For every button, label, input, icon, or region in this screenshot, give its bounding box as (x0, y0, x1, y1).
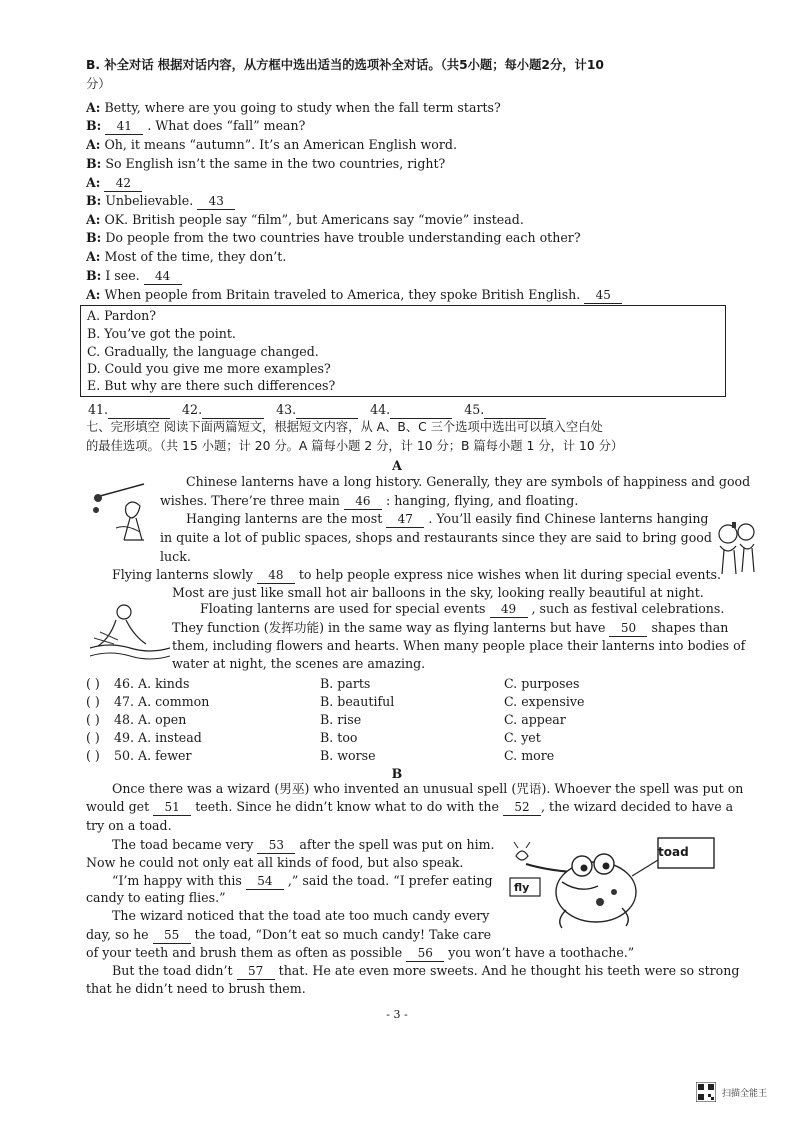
blank-54: 54 (246, 874, 284, 890)
line-text: The toad became very (112, 837, 254, 852)
dialogue-line (86, 100, 501, 115)
option-e: E. But why are there such differences? (87, 378, 336, 393)
option-b: B. You’ve got the point. (87, 326, 236, 341)
line-text: I see. (105, 268, 140, 283)
line-text: them, including flowers and hearts. When many people place their lanterns into bodies of (172, 638, 746, 653)
dialogue-line (86, 249, 286, 264)
dialogue-line (86, 137, 457, 152)
speaker: A: (86, 287, 101, 302)
answer-paren: ( ) (86, 748, 100, 763)
line-text: , the wizard decided to have a (541, 799, 734, 814)
question-option-c: C. more (504, 748, 555, 763)
option-c: C. Gradually, the language changed. (87, 344, 319, 359)
qr-code-icon (696, 1082, 716, 1102)
line-text: of your teeth and brush them as often as possible (86, 945, 403, 960)
question-option-c: C. appear (504, 712, 566, 727)
passage-b-line (112, 873, 493, 890)
line-text: that. He ate even more sweets. And he thought his teeth were so strong (278, 963, 740, 978)
passage-a-line (172, 638, 745, 653)
line-text: ,” said the toad. “I prefer eating (287, 873, 493, 888)
children-lantern-sketch-icon (706, 516, 766, 582)
blank-42: 42 (104, 176, 142, 192)
answer-42: 42. (182, 402, 203, 417)
answer-paren: ( ) (86, 694, 100, 709)
passage-a-line (160, 549, 191, 564)
speaker: B: (86, 268, 102, 283)
line-text: They function (发挥功能) in the same way as flying lanterns but have (172, 620, 606, 635)
line-text: . You’ll easily find Chinese lanterns hanging (428, 511, 709, 526)
line-text: the toad, “Don’t eat so much candy! Take care (194, 927, 492, 942)
passage-b-line (112, 963, 739, 980)
section-seven-heading-cont: 的最佳选项。（共 15 小题；计 20 分。A 篇每小题 2 分，计 10 分；B 篇每小题 1 分，计 10 分） (86, 439, 624, 453)
line-text: : hanging, flying, and floating. (385, 493, 579, 508)
blank-55: 55 (153, 928, 191, 944)
section-seven-heading: 七、完形填空 阅读下面两篇短文，根据短文内容，从 A、B、C 三个选项中选出可以填入空白处 (86, 420, 603, 434)
page-number: - 3 - (386, 1008, 408, 1021)
blank-52: 52 (503, 800, 541, 816)
line-text: When people from Britain traveled to America, they spoke British English. (104, 287, 581, 302)
line-text: Do people from the two countries have trouble understanding each other? (105, 230, 581, 245)
line-text: “I’m happy with this (112, 873, 242, 888)
question-option-c: C. expensive (504, 694, 585, 709)
lantern-girl-sketch-icon (86, 478, 156, 550)
line-text: . What does “fall” mean? (147, 118, 306, 133)
question-option-a: 46. A. kinds (114, 676, 190, 691)
passage-b-line (86, 799, 733, 816)
blank-51: 51 (153, 800, 191, 816)
blank-43: 43 (197, 194, 235, 210)
line-text: try on a toad. (86, 818, 172, 833)
line-text: shapes than (651, 620, 729, 635)
blank-47: 47 (386, 512, 424, 528)
section-b-heading: B. 补全对话 根据对话内容，从方框中选出适当的选项补全对话。（共5小题；每小题2分，计10 (86, 58, 604, 72)
speaker: B: (86, 193, 102, 208)
line-text: Now he could not only eat all kinds of food, but also speak. (86, 855, 464, 870)
passage-a-line (186, 474, 750, 489)
section-b-heading-cont: 分） (86, 77, 111, 91)
speaker: A: (86, 137, 101, 152)
blank-49: 49 (490, 602, 528, 618)
line-text: Oh, it means “autumn”. It’s an American English word. (104, 137, 457, 152)
passage-b-line (86, 818, 172, 833)
passage-a-line (160, 530, 712, 545)
line-text: day, so he (86, 927, 149, 942)
speaker: A: (86, 249, 101, 264)
passage-a-line (172, 620, 728, 637)
speaker: B: (86, 118, 102, 133)
blank-45: 45 (584, 288, 622, 304)
line-text: Hanging lanterns are the most (186, 511, 383, 526)
passage-a-line (160, 493, 578, 510)
answer-paren: ( ) (86, 676, 100, 691)
answer-45: 45. (464, 402, 485, 417)
speaker: A: (86, 212, 101, 227)
passage-b-line (86, 855, 463, 870)
passage-a-line (172, 585, 704, 600)
line-text: candy to eating flies.” (86, 890, 226, 905)
line-text: , such as festival celebrations. (531, 601, 725, 616)
answer-paren: ( ) (86, 712, 100, 727)
fly-label: fly (514, 881, 530, 894)
dialogue-line (86, 212, 524, 227)
line-text: The wizard noticed that the toad ate too much candy every (112, 908, 490, 923)
line-text: Once there was a wizard (男巫) who invented an unusual spell (咒语). Whoever the spell was put on (112, 781, 744, 796)
toad-fly-illustration-icon (496, 826, 724, 932)
passage-b-line (112, 781, 743, 796)
passage-b-line (112, 908, 489, 923)
line-text: But the toad didn’t (112, 963, 233, 978)
question-option-c: C. purposes (504, 676, 580, 691)
dialogue-line (86, 230, 581, 245)
passage-b-line (86, 890, 226, 905)
blank-48: 48 (257, 568, 295, 584)
speaker: A: (86, 175, 101, 190)
option-a: A. Pardon? (87, 308, 157, 323)
question-option-b: B. beautiful (320, 694, 395, 709)
line-text: Unbelievable. (105, 193, 194, 208)
options-box (80, 305, 726, 397)
dialogue-line (86, 287, 622, 304)
passage-a-line (112, 567, 721, 584)
blank-46: 46 (344, 494, 382, 510)
question-option-b: B. rise (320, 712, 362, 727)
question-option-b: B. worse (320, 748, 376, 763)
question-option-a: 49. A. instead (114, 730, 202, 745)
blank-53: 53 (257, 838, 295, 854)
dialogue-line (86, 268, 182, 285)
line-text: Chinese lanterns have a long history. Generally, they are symbols of happiness and good (186, 474, 751, 489)
dialogue-line (86, 193, 235, 210)
line-text: after the spell was put on him. (299, 837, 495, 852)
line-text: OK. British people say “film”, but Americans say “movie” instead. (104, 212, 524, 227)
speaker: A: (86, 100, 101, 115)
passage-b-line (112, 837, 495, 854)
passage-a-line (200, 601, 724, 618)
passage-b-line (86, 981, 306, 996)
blank-41: 41 (105, 119, 143, 135)
question-option-a: 48. A. open (114, 712, 187, 727)
passage-b-line (86, 945, 634, 962)
line-text: Most are just like small hot air balloons in the sky, looking really beautiful at night. (172, 585, 704, 600)
answer-line (88, 402, 546, 419)
blank-50: 50 (609, 621, 647, 637)
scanner-watermark: 扫描全能王 (722, 1089, 768, 1099)
line-text: would get (86, 799, 150, 814)
line-text: water at night, the scenes are amazing. (172, 656, 426, 671)
speaker: B: (86, 230, 102, 245)
blank-57: 57 (237, 964, 275, 980)
answer-44: 44. (370, 402, 391, 417)
blank-56: 56 (406, 946, 444, 962)
line-text: Most of the time, they don’t. (104, 249, 287, 264)
dialogue-line (86, 175, 142, 192)
passage-a-label: A (392, 458, 402, 473)
passage-a-line (172, 656, 425, 671)
line-text: in quite a lot of public spaces, shops and restaurants since they are said to bring good (160, 530, 712, 545)
question-option-b: B. parts (320, 676, 371, 691)
question-option-a: 50. A. fewer (114, 748, 192, 763)
answer-paren: ( ) (86, 730, 100, 745)
line-text: Flying lanterns slowly (112, 567, 253, 582)
passage-b-line (86, 927, 491, 944)
answer-43: 43. (276, 402, 297, 417)
option-d: D. Could you give me more examples? (87, 361, 331, 376)
question-option-c: C. yet (504, 730, 541, 745)
line-text: to help people express nice wishes when lit during special events. (298, 567, 722, 582)
toad-label: toad (658, 845, 689, 859)
line-text: luck. (160, 549, 191, 564)
line-text: that he didn’t need to brush them. (86, 981, 306, 996)
dialogue-line (86, 156, 445, 171)
line-text: Betty, where are you going to study when the fall term starts? (104, 100, 501, 115)
line-text: Floating lanterns are used for special events (200, 601, 486, 616)
line-text: So English isn’t the same in the two countries, right? (105, 156, 446, 171)
answer-41: 41. (88, 402, 109, 417)
line-text: teeth. Since he didn’t know what to do with the (195, 799, 499, 814)
line-text: wishes. There’re three main (160, 493, 340, 508)
line-text: you won’t have a toothache.” (448, 945, 635, 960)
floating-lantern-sketch-icon (86, 598, 170, 664)
speaker: B: (86, 156, 102, 171)
question-option-b: B. too (320, 730, 358, 745)
passage-b-label: B (391, 766, 403, 781)
question-option-a: 47. A. common (114, 694, 210, 709)
passage-a-line (186, 511, 709, 528)
dialogue-line (86, 118, 305, 135)
blank-44: 44 (144, 269, 182, 285)
